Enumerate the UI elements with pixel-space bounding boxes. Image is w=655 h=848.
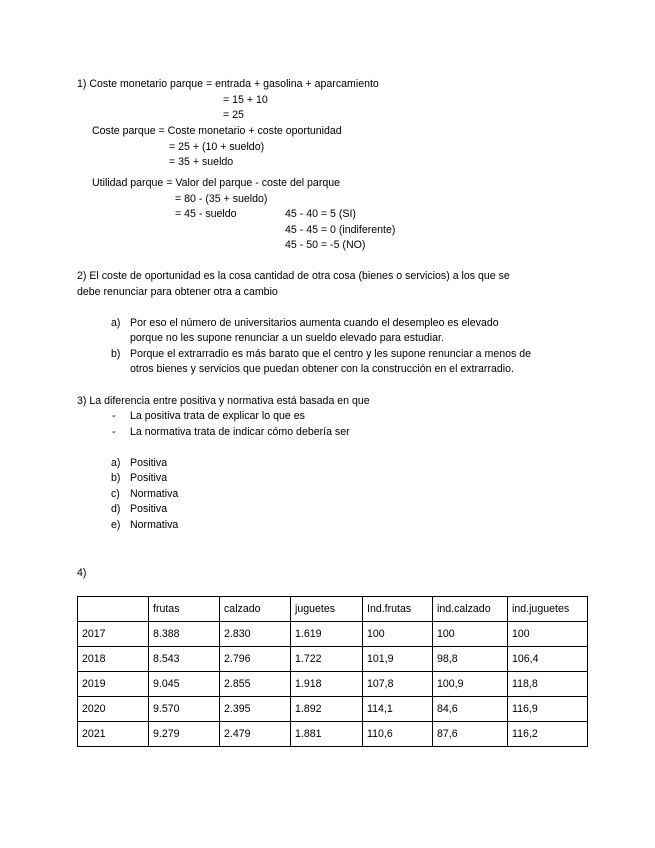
table-cell: 2.395	[220, 697, 291, 722]
q2-item-a-line-1: Por eso el número de universitarios aumenta cuando el desempleo es elevado	[130, 317, 499, 329]
table-cell: 9.045	[149, 672, 220, 697]
q2-item-a-line-2: porque no les supone renunciar a un sueldo elevado para estudiar.	[130, 332, 444, 344]
table-cell: 8.388	[149, 622, 220, 647]
table-header-cell: frutas	[149, 597, 220, 622]
table-cell: 2017	[78, 622, 149, 647]
q1-case-3: 45 - 50 = -5 (NO)	[285, 239, 366, 251]
q3-bullet-2-marker: -	[112, 426, 116, 438]
table-cell: 101,9	[363, 647, 433, 672]
q2-item-b-line-1: Porque el extrarradio es más barato que el centro y les supone renunciar a menos de	[130, 348, 532, 360]
table-cell: 1.881	[291, 722, 363, 747]
table-cell: 107,8	[363, 672, 433, 697]
table-cell: 106,4	[508, 647, 588, 672]
table-row	[78, 722, 588, 747]
q2-line-1: 2) El coste de oportunidad es la cosa cantidad de otra cosa (bienes o servicios) a los que se	[77, 270, 510, 282]
table-row	[78, 622, 588, 647]
q2-item-b-marker: b)	[111, 348, 121, 360]
table-cell: 100	[508, 622, 588, 647]
q3-line-1: 3) La diferencia entre positiva y normativa está basada en que	[77, 395, 370, 407]
q4-label: 4)	[77, 567, 87, 579]
q1-line-8: = 80 - (35 + sueldo)	[175, 193, 268, 205]
table-cell: 1.722	[291, 647, 363, 672]
q3-bullet-2: La normativa trata de indicar cómo debería ser	[130, 426, 350, 438]
q1-case-1: 45 - 40 = 5 (SI)	[285, 208, 356, 220]
table-cell: 100,9	[433, 672, 508, 697]
table-cell: 114,1	[363, 697, 433, 722]
q3-answer-d: Positiva	[130, 503, 168, 515]
q3-answer-e-marker: e)	[111, 519, 121, 531]
q3-answer-e: Normativa	[130, 519, 179, 531]
table-header-cell: ind.juguetes	[508, 597, 588, 622]
table-cell: 1.619	[291, 622, 363, 647]
table-header-cell: Ind.frutas	[363, 597, 433, 622]
q1-line-1: 1) Coste monetario parque = entrada + gasolina + aparcamiento	[77, 78, 379, 90]
table-row	[78, 697, 588, 722]
table-header-row	[78, 597, 588, 622]
table-row	[78, 672, 588, 697]
table-cell: 100	[433, 622, 508, 647]
table-cell: 9.570	[149, 697, 220, 722]
table-header-cell	[78, 597, 149, 622]
table-cell: 98,8	[433, 647, 508, 672]
q3-answer-d-marker: d)	[111, 503, 121, 515]
q3-answer-b: Positiva	[130, 472, 168, 484]
q1-line-7: Utilidad parque = Valor del parque - coste del parque	[92, 177, 341, 189]
table-cell: 116,9	[508, 697, 588, 722]
q2-item-b-line-2: otros bienes y servicios que puedan obtener con la construcción en el extrarradio.	[130, 363, 514, 375]
table-cell: 1.918	[291, 672, 363, 697]
index-table	[77, 596, 588, 747]
q1-line-2: = 15 + 10	[223, 94, 268, 106]
q1-line-9: = 45 - sueldo	[175, 208, 237, 220]
q1-line-4: Coste parque = Coste monetario + coste oportunidad	[92, 125, 342, 137]
q3-bullet-1-marker: -	[112, 410, 116, 422]
table-cell: 2021	[78, 722, 149, 747]
table-cell: 1.892	[291, 697, 363, 722]
table-cell: 8.543	[149, 647, 220, 672]
q3-bullet-1: La positiva trata de explicar lo que es	[130, 410, 305, 422]
table-cell: 118,8	[508, 672, 588, 697]
table-cell: 110,6	[363, 722, 433, 747]
table-cell: 2.796	[220, 647, 291, 672]
q2-item-a-marker: a)	[111, 317, 121, 329]
table-cell: 100	[363, 622, 433, 647]
q1-case-2: 45 - 45 = 0 (indiferente)	[285, 224, 396, 236]
q1-line-6: = 35 + sueldo	[169, 156, 234, 168]
table-cell: 2.830	[220, 622, 291, 647]
table-cell: 84,6	[433, 697, 508, 722]
table-row	[78, 647, 588, 672]
q3-answer-a: Positiva	[130, 457, 168, 469]
q1-line-5: = 25 + (10 + sueldo)	[169, 141, 265, 153]
table-cell: 87,6	[433, 722, 508, 747]
table-cell: 116,2	[508, 722, 588, 747]
table-header-cell: juguetes	[291, 597, 363, 622]
table-cell: 2019	[78, 672, 149, 697]
table-header-cell: ind.calzado	[433, 597, 508, 622]
q3-answer-c-marker: c)	[111, 488, 120, 500]
table-header-cell: calzado	[220, 597, 291, 622]
table-cell: 2.855	[220, 672, 291, 697]
q1-line-3: = 25	[223, 109, 244, 121]
table-cell: 2018	[78, 647, 149, 672]
table-cell: 2.479	[220, 722, 291, 747]
q3-answer-a-marker: a)	[111, 457, 121, 469]
table-cell: 2020	[78, 697, 149, 722]
table-cell: 9.279	[149, 722, 220, 747]
q3-answer-b-marker: b)	[111, 472, 121, 484]
q2-line-2: debe renunciar para obtener otra a cambio	[77, 286, 278, 298]
q3-answer-c: Normativa	[130, 488, 179, 500]
